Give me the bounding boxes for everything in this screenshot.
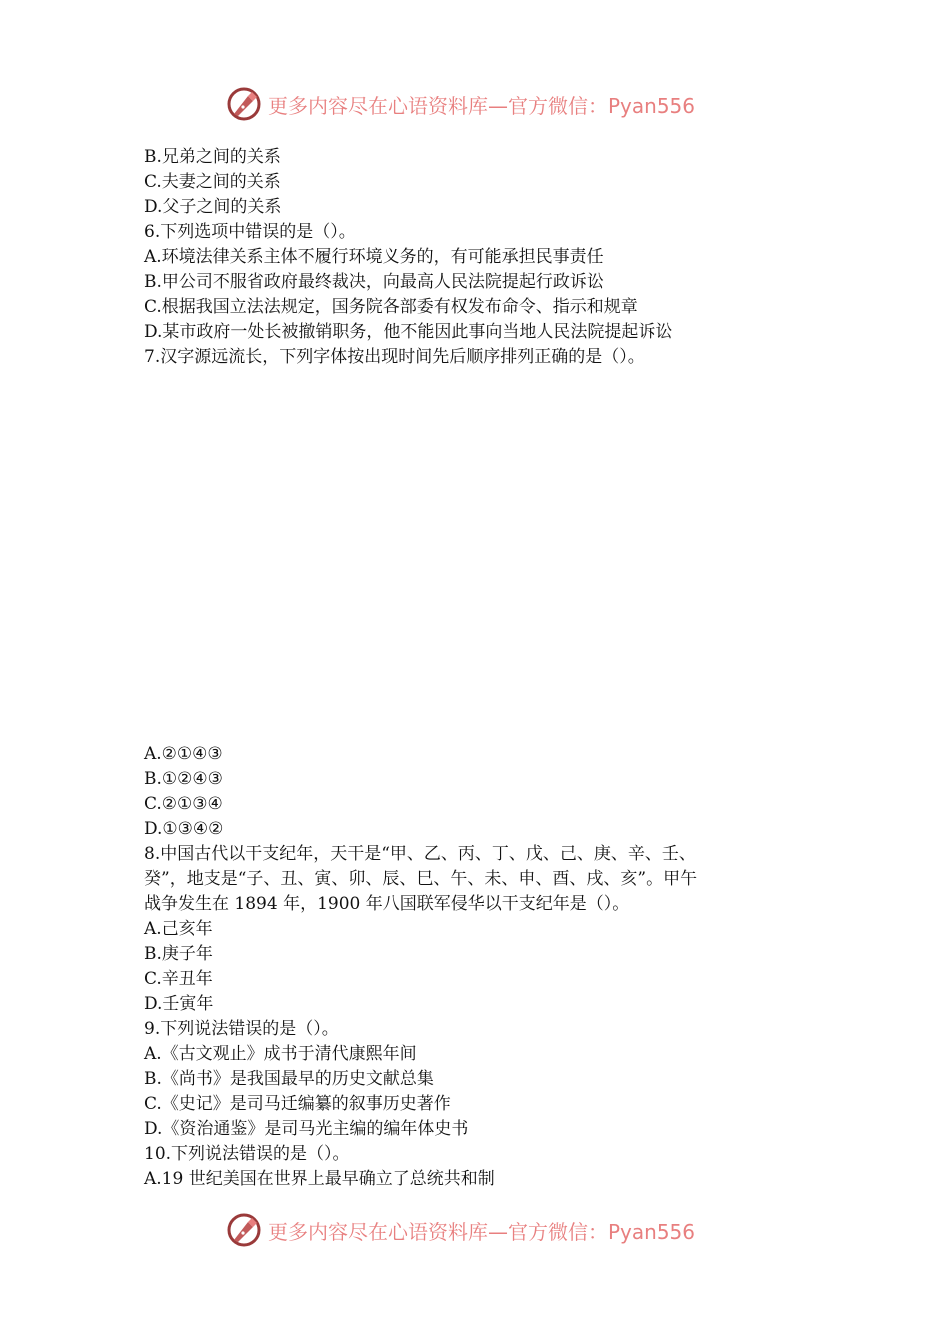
question-line: 10.下列说法错误的是（）。 — [144, 1144, 350, 1164]
option-line: B.《尚书》是我国最早的历史文献总集 — [144, 1069, 434, 1089]
question-line: 9.下列说法错误的是（）。 — [144, 1019, 339, 1039]
option-line: C.《史记》是司马迁编纂的叙事历史著作 — [144, 1094, 451, 1114]
option-line: B.甲公司不服省政府最终裁决，向最高人民法院提起行政诉讼 — [144, 272, 604, 292]
option-line: C.②①③④ — [144, 794, 223, 814]
option-line: A.环境法律关系主体不履行环境义务的，有可能承担民事责任 — [144, 247, 604, 267]
option-line: A.②①④③ — [144, 744, 223, 764]
option-line: C.辛丑年 — [144, 969, 213, 989]
option-line: C.根据我国立法法规定，国务院各部委有权发布命令、指示和规章 — [144, 297, 638, 317]
option-line: D.《资治通鉴》是司马光主编的编年体史书 — [144, 1119, 469, 1139]
option-line: C.夫妻之间的关系 — [144, 172, 281, 192]
question-line: 6.下列选项中错误的是（）。 — [144, 222, 356, 242]
option-line: D.①③④② — [144, 819, 224, 839]
question-line: 癸”，地支是“子、丑、寅、卯、辰、巳、午、未、申、酉、戌、亥”。甲午 — [144, 869, 698, 889]
pen-nib-logo-icon — [226, 86, 262, 122]
option-line: A.19 世纪美国在世界上最早确立了总统共和制 — [144, 1169, 495, 1189]
question-line: 战争发生在 1894 年，1900 年八国联军侵华以干支纪年是（）。 — [144, 894, 630, 914]
option-line: B.兄弟之间的关系 — [144, 147, 281, 167]
option-line: B.①②④③ — [144, 769, 223, 789]
option-line: A.《古文观止》成书于清代康熙年间 — [144, 1044, 417, 1064]
option-line: D.壬寅年 — [144, 994, 214, 1014]
option-line: B.庚子年 — [144, 944, 213, 964]
footer-banner — [226, 1210, 726, 1250]
footer-banner-text: 更多内容尽在心语资料库—官方微信：Pyan556 — [268, 1219, 696, 1244]
question-line: 7.汉字源远流长，下列字体按出现时间先后顺序排列正确的是（）。 — [144, 347, 645, 367]
question-line: 8.中国古代以干支纪年，天干是“甲、乙、丙、丁、戊、己、庚、辛、壬、 — [144, 844, 696, 864]
header-banner-text: 更多内容尽在心语资料库—官方微信：Pyan556 — [268, 93, 696, 118]
option-line: D.父子之间的关系 — [144, 197, 282, 217]
option-line: D.某市政府一处长被撤销职务，他不能因此事向当地人民法院提起诉讼 — [144, 322, 673, 342]
question-block-bottom — [144, 742, 824, 1192]
option-line: A.己亥年 — [144, 919, 213, 939]
pen-nib-logo-icon — [226, 1212, 262, 1248]
header-banner — [226, 84, 726, 124]
question-block-top — [144, 145, 824, 370]
